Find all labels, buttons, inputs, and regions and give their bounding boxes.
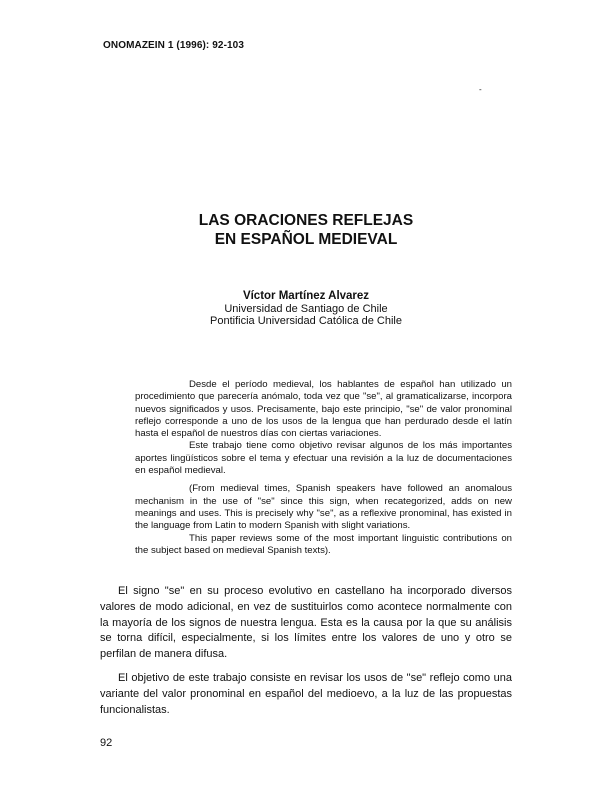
body-paragraph: El signo "se" en su proceso evolutivo en castellano ha incorporado diversos valores de modo adicional, en vez de sustituirlos como acontece normalmente con la mayoría de los signos de nuestra lengua. Esta es la causa por la que su análisis se torna difícil, especialmente, si los límites entre los valores de uno y otro se perfilan de manera difusa. bbox=[100, 585, 512, 661]
abstract-paragraph-english: (From medieval times, Spanish speakers have followed an anomalous mechanism in the use of "se" since this sign, when recategorized, adds on new meanings and uses. This is precisely why "se", as a reflexive pronominal, has existed in the language from Latin to modern Spanish with slight variations. bbox=[135, 483, 512, 532]
article-title bbox=[0, 211, 612, 249]
body-paragraph: El objetivo de este trabajo consiste en revisar los usos de "se" reflejo como una variante del valor pronominal en español del medioevo, a la luz de las propuestas funcionalistas. bbox=[100, 671, 512, 716]
body-text bbox=[100, 584, 512, 718]
abstract-paragraph: Desde el período medieval, los hablantes de español han utilizado un procedimiento que parecería anómalo, toda vez que "se", al gramaticalizarse, incorpora nuevos significados y usos. Precisamente, bajo este principio, "se" de valor pronominal reflejo corresponde a uno de los usos de la lengua que han perdurado desde el latín hasta el español de nuestros días con ciertas variaciones. bbox=[135, 379, 512, 440]
author-affiliation-1: Universidad de Santiago de Chile bbox=[224, 302, 388, 315]
author-affiliation-2: Pontificia Universidad Católica de Chile bbox=[210, 315, 402, 327]
title-line-2: EN ESPAÑOL MEDIEVAL bbox=[214, 231, 398, 248]
title-line-1: LAS ORACIONES REFLEJAS bbox=[198, 212, 414, 229]
abstract-paragraph: Este trabajo tiene como objetivo revisar algunos de los más importantes aportes lingüísticos sobre el tema y efectuar una revisión a la luz de documentaciones en español medieval. bbox=[135, 440, 512, 477]
journal-citation: ONOMAZEIN 1 (1996): 92-103 bbox=[103, 40, 244, 51]
author-block bbox=[0, 290, 612, 328]
corner-mark: - bbox=[479, 85, 482, 94]
author-name: Víctor Martínez Alvarez bbox=[242, 290, 370, 302]
abstract bbox=[135, 379, 512, 557]
page-number: 92 bbox=[100, 737, 113, 749]
abstract-paragraph-english: This paper reviews some of the most important linguistic contributions on the subject based on medieval Spanish texts). bbox=[135, 532, 512, 556]
